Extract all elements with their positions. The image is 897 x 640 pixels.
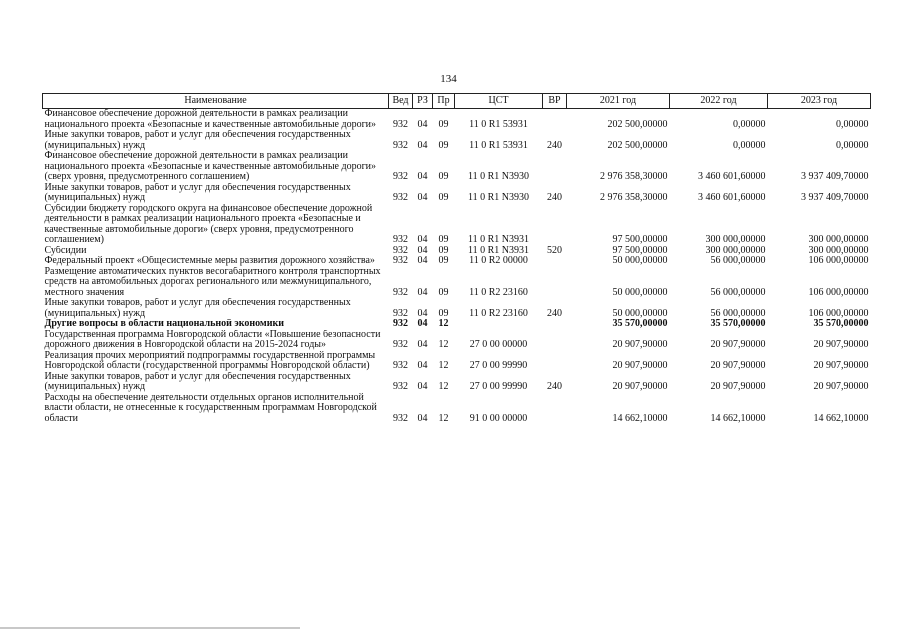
cell-vr <box>543 256 567 267</box>
cell-vr <box>543 393 567 425</box>
cell-cst: 11 0 R1 N3931 <box>467 245 530 256</box>
cell-rz: 04 <box>417 319 428 329</box>
table-row <box>43 256 871 267</box>
header-2023: 2023 год <box>768 94 871 109</box>
cell-vr <box>543 351 567 372</box>
cell-pr: 09 <box>438 234 449 245</box>
cell-ved: 932 <box>393 319 408 329</box>
cell-name: Размещение автоматических пунктов весогабаритного контроля транспортных средств на автомобильных дорогах регионального или межмуниципального, местного значения <box>44 266 381 298</box>
cell-2021: 20 907,90000 <box>612 339 668 350</box>
cell-2023: 0,00000 <box>836 118 869 130</box>
header-pr: Пр <box>433 94 455 109</box>
cell-cst: 11 0 R1 N3931 <box>467 234 530 245</box>
header-ved: Вед <box>389 94 413 109</box>
cell-cst <box>455 319 543 330</box>
cell-2022: 56 000,00000 <box>710 307 766 319</box>
cell-vr <box>543 330 567 351</box>
cell-pr: 12 <box>438 319 449 329</box>
cell-ved: 932 <box>393 118 408 130</box>
cell-name: Расходы на обеспечение деятельности отдельных органов исполнительной власти области, не отнесенные к государственным программам Новгородской области <box>44 392 377 424</box>
cell-name: Иные закупки товаров, работ и услуг для обеспечения государственных (муниципальных) нужд <box>44 371 351 392</box>
cell-2022: 3 460 601,60000 <box>698 192 766 203</box>
cell-ved: 932 <box>393 286 408 298</box>
cell-name: Реализация прочих мероприятий подпрограммы государственной программы Новгородской области (государственной программы Новгородской области) <box>44 350 376 371</box>
cell-ved: 932 <box>393 171 408 182</box>
cell-ved: 932 <box>393 245 408 256</box>
cell-2021: 50 000,00000 <box>612 307 668 319</box>
cell-rz: 04 <box>417 118 428 130</box>
table-body <box>43 109 871 425</box>
cell-vr <box>543 204 567 246</box>
table-row <box>43 151 871 183</box>
cell-2021: 2 976 358,30000 <box>600 171 668 182</box>
cell-ved: 932 <box>393 360 408 371</box>
cell-ved: 932 <box>393 256 408 266</box>
cell-vr: 240 <box>547 381 562 392</box>
cell-rz: 04 <box>417 139 428 151</box>
table-row <box>43 109 871 131</box>
table-header-row <box>43 94 871 109</box>
cell-2023: 20 907,90000 <box>813 381 869 392</box>
cell-2021: 50 000,00000 <box>612 256 668 266</box>
cell-pr: 12 <box>438 339 449 350</box>
cell-rz: 04 <box>417 412 428 424</box>
cell-rz: 04 <box>417 381 428 392</box>
cell-ved: 932 <box>393 139 408 151</box>
cell-2022: 300 000,00000 <box>705 245 766 256</box>
table-row <box>43 319 871 330</box>
page-number: 134 <box>440 73 457 85</box>
cell-2021: 97 500,00000 <box>612 245 668 256</box>
cell-2021: 35 570,00000 <box>612 319 668 329</box>
cell-pr: 09 <box>438 118 449 130</box>
cell-cst: 11 0 R2 00000 <box>469 256 528 266</box>
cell-pr: 12 <box>438 381 449 392</box>
cell-pr: 12 <box>438 360 449 371</box>
cell-vr <box>543 151 567 183</box>
cell-cst: 11 0 R1 53931 <box>469 118 528 130</box>
cell-vr: 520 <box>547 245 562 256</box>
cell-2021: 202 500,00000 <box>607 118 668 130</box>
table-row <box>43 204 871 246</box>
cell-2023: 14 662,10000 <box>813 412 869 424</box>
cell-vr: 240 <box>547 192 562 203</box>
cell-vr <box>543 319 567 330</box>
cell-rz: 04 <box>417 245 428 256</box>
cell-2022: 14 662,10000 <box>710 412 766 424</box>
budget-table <box>42 93 871 424</box>
cell-ved: 932 <box>393 307 408 319</box>
cell-2023: 0,00000 <box>836 139 869 151</box>
cell-2023: 20 907,90000 <box>813 339 869 350</box>
cell-2022: 0,00000 <box>733 139 766 151</box>
cell-2022: 3 460 601,60000 <box>698 171 766 182</box>
cell-cst: 11 0 R2 23160 <box>469 286 528 298</box>
cell-pr: 09 <box>438 256 449 266</box>
cell-cst: 11 0 R1 53931 <box>469 139 528 151</box>
cell-rz: 04 <box>417 171 428 182</box>
cell-name: Иные закупки товаров, работ и услуг для обеспечения государственных (муниципальных) нужд <box>44 130 351 151</box>
cell-pr: 09 <box>438 139 449 151</box>
cell-name: Субсидии бюджету городского округа на финансовое обеспечение дорожной деятельности в рамках реализации национального проекта «Безопасные и качественные автомобильные дороги» (сверх уровня, предусмотренного соглашением) <box>44 203 373 245</box>
cell-2021: 50 000,00000 <box>612 286 668 298</box>
cell-rz: 04 <box>417 339 428 350</box>
cell-pr: 09 <box>438 245 449 256</box>
cell-2023: 35 570,00000 <box>813 319 869 329</box>
cell-rz: 04 <box>417 234 428 245</box>
cell-2023: 20 907,90000 <box>813 360 869 371</box>
cell-2023: 300 000,00000 <box>808 234 869 245</box>
cell-ved: 932 <box>393 381 408 392</box>
cell-2021: 2 976 358,30000 <box>600 192 668 203</box>
cell-2023: 106 000,00000 <box>808 256 869 266</box>
table-row <box>43 372 871 393</box>
cell-2023: 106 000,00000 <box>808 307 869 319</box>
cell-cst: 27 0 00 99990 <box>469 360 528 371</box>
cell-2021: 202 500,00000 <box>607 139 668 151</box>
cell-2023: 3 937 409,70000 <box>801 171 869 182</box>
cell-2022: 0,00000 <box>733 118 766 130</box>
table-row <box>43 267 871 299</box>
cell-2022: 20 907,90000 <box>710 360 766 371</box>
cell-2022: 20 907,90000 <box>710 339 766 350</box>
cell-cst: 27 0 00 99990 <box>469 381 528 392</box>
header-2021: 2021 год <box>567 94 670 109</box>
cell-rz: 04 <box>417 256 428 266</box>
cell-pr: 09 <box>438 192 449 203</box>
cell-ved: 932 <box>393 192 408 203</box>
cell-vr: 240 <box>547 307 562 319</box>
cell-vr <box>543 109 567 131</box>
cell-rz: 04 <box>417 286 428 298</box>
cell-name: Финансовое обеспечение дорожной деятельности в рамках реализации национального проекта «Безопасные и качественные автомобильные дороги» (сверх уровня, предусмотренного соглашением) <box>44 151 377 182</box>
cell-name: Иные закупки товаров, работ и услуг для обеспечения государственных (муниципальных) нужд <box>44 298 351 319</box>
cell-cst: 27 0 00 00000 <box>469 339 528 350</box>
table-row <box>43 330 871 351</box>
cell-2021: 14 662,10000 <box>612 412 668 424</box>
cell-cst: 11 0 R1 N3930 <box>467 171 530 182</box>
cell-2023: 300 000,00000 <box>808 245 869 256</box>
cell-2022: 35 570,00000 <box>710 319 766 329</box>
cell-2021: 97 500,00000 <box>612 234 668 245</box>
cell-pr: 09 <box>438 286 449 298</box>
cell-cst: 11 0 R2 23160 <box>469 307 528 319</box>
cell-name: Федеральный проект «Общесистемные меры развития дорожного хозяйства» <box>44 256 375 266</box>
cell-cst: 11 0 R1 N3930 <box>467 192 530 203</box>
table-row <box>43 393 871 425</box>
table-row <box>43 130 871 151</box>
header-rz: РЗ <box>413 94 433 109</box>
cell-2021: 20 907,90000 <box>612 381 668 392</box>
table-row <box>43 246 871 257</box>
cell-pr: 12 <box>438 412 449 424</box>
cell-ved: 932 <box>393 339 408 350</box>
table-row <box>43 351 871 372</box>
table-row <box>43 298 871 319</box>
cell-2021: 20 907,90000 <box>612 360 668 371</box>
cell-2022: 20 907,90000 <box>710 381 766 392</box>
scan-artifact-line <box>0 627 300 629</box>
cell-rz: 04 <box>417 307 428 319</box>
cell-vr <box>543 267 567 299</box>
cell-2023: 106 000,00000 <box>808 286 869 298</box>
cell-name: Государственная программа Новгородской области «Повышение безопасности дорожного движения в Новгородской области на 2015-2024 годы» <box>44 329 381 350</box>
cell-pr: 09 <box>438 307 449 319</box>
cell-rz: 04 <box>417 192 428 203</box>
header-2022: 2022 год <box>670 94 768 109</box>
header-name: Наименование <box>43 94 389 109</box>
cell-ved: 932 <box>393 412 408 424</box>
cell-rz: 04 <box>417 360 428 371</box>
cell-2023: 3 937 409,70000 <box>801 192 869 203</box>
cell-2022: 300 000,00000 <box>705 234 766 245</box>
cell-name: Иные закупки товаров, работ и услуг для обеспечения государственных (муниципальных) нужд <box>44 182 351 203</box>
cell-vr: 240 <box>547 139 562 151</box>
cell-cst: 91 0 00 00000 <box>469 412 528 424</box>
table-row <box>43 183 871 204</box>
header-cst: ЦСТ <box>455 94 543 109</box>
cell-2022: 56 000,00000 <box>710 286 766 298</box>
cell-name: Финансовое обеспечение дорожной деятельности в рамках реализации национального проекта «Безопасные и качественные автомобильные дороги» <box>44 108 377 130</box>
header-vr: ВР <box>543 94 567 109</box>
cell-name: Другие вопросы в области национальной экономики <box>44 319 285 329</box>
cell-ved: 932 <box>393 234 408 245</box>
cell-2022: 56 000,00000 <box>710 256 766 266</box>
cell-name: Субсидии <box>44 245 87 256</box>
cell-pr: 09 <box>438 171 449 182</box>
